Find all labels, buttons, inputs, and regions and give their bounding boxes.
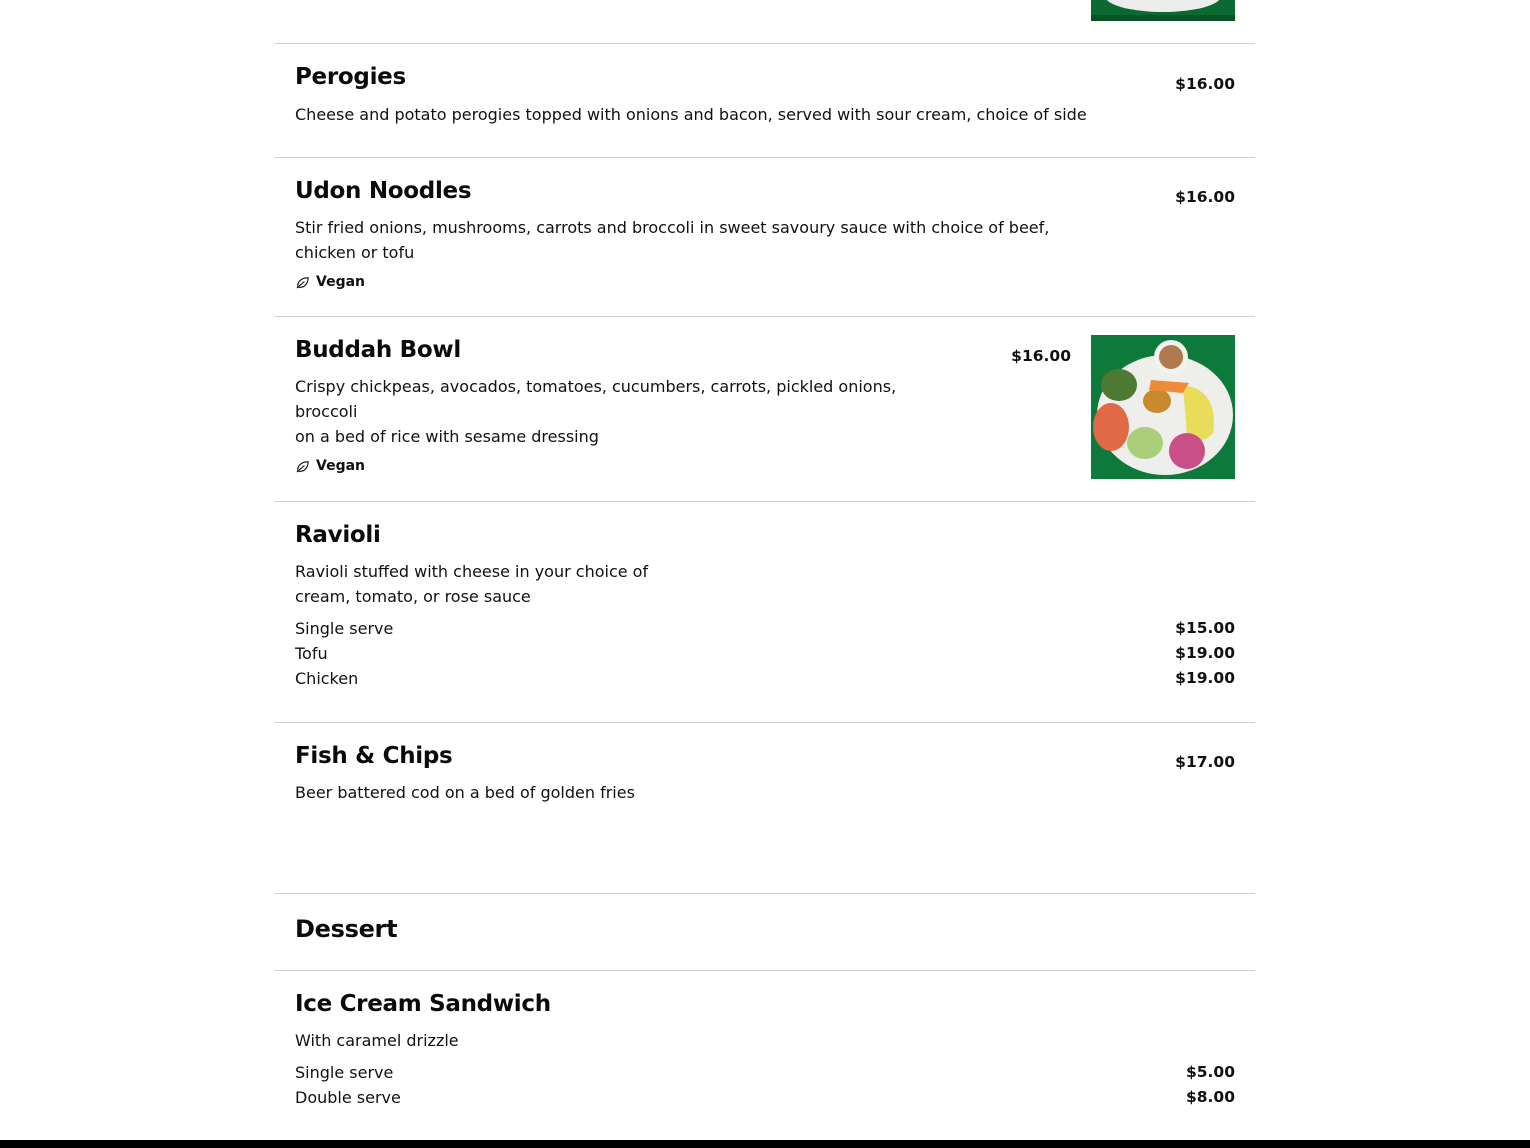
item-title: Udon Noodles: [295, 178, 472, 204]
previous-item-photo[interactable]: [1091, 0, 1235, 21]
item-title: Fish & Chips: [295, 743, 453, 769]
item-description: Beer battered cod on a bed of golden fries: [295, 783, 635, 802]
option-label: Single serve: [295, 619, 394, 638]
divider: [275, 970, 1255, 971]
item-description-line: Stir fried onions, mushrooms, carrots and broccoli in sweet savoury sauce with choice of beef,: [295, 218, 1050, 237]
item-price: $16.00: [1011, 347, 1071, 365]
leaf-icon: [295, 275, 310, 290]
item-title: Ice Cream Sandwich: [295, 991, 551, 1017]
item-description-line: on a bed of rice with sesame dressing: [295, 427, 599, 446]
section-title-dessert: Dessert: [295, 915, 398, 943]
leaf-icon: [295, 459, 310, 474]
option-price: $19.00: [1175, 644, 1235, 662]
divider: [275, 893, 1255, 894]
divider: [275, 501, 1255, 502]
item-description-line: Crispy chickpeas, avocados, tomatoes, cucumbers, carrots, pickled onions,: [295, 377, 897, 396]
divider: [275, 157, 1255, 158]
divider: [275, 43, 1255, 44]
tag-label: Vegan: [316, 458, 365, 474]
option-label: Tofu: [295, 644, 328, 663]
option-label: Single serve: [295, 1063, 394, 1082]
item-title: Buddah Bowl: [295, 337, 461, 363]
item-description: With caramel drizzle: [295, 1031, 459, 1050]
divider: [275, 722, 1255, 723]
tag-label: Vegan: [316, 274, 365, 290]
option-label: Double serve: [295, 1088, 401, 1107]
buddah-bowl-photo[interactable]: [1091, 335, 1235, 479]
item-price: $16.00: [1175, 188, 1235, 206]
item-title: Ravioli: [295, 522, 381, 548]
vegan-tag: [295, 458, 365, 474]
option-price: $8.00: [1185, 1088, 1235, 1106]
item-description-line: broccoli: [295, 402, 358, 421]
option-price: $15.00: [1175, 619, 1235, 637]
footer-bar: [0, 1140, 1530, 1148]
option-label: Chicken: [295, 669, 359, 688]
item-description-line: Ravioli stuffed with cheese in your choice of: [295, 562, 649, 581]
item-description: Cheese and potato perogies topped with onions and bacon, served with sour cream, choice of side: [295, 105, 1087, 124]
item-price: $17.00: [1175, 753, 1235, 771]
option-price: $5.00: [1185, 1063, 1235, 1081]
item-description-line: cream, tomato, or rose sauce: [295, 587, 531, 606]
option-price: $19.00: [1175, 669, 1235, 687]
item-title: Perogies: [295, 64, 406, 90]
item-description-line: chicken or tofu: [295, 243, 415, 262]
item-price: $16.00: [1175, 75, 1235, 93]
vegan-tag: [295, 274, 365, 290]
divider: [275, 316, 1255, 317]
